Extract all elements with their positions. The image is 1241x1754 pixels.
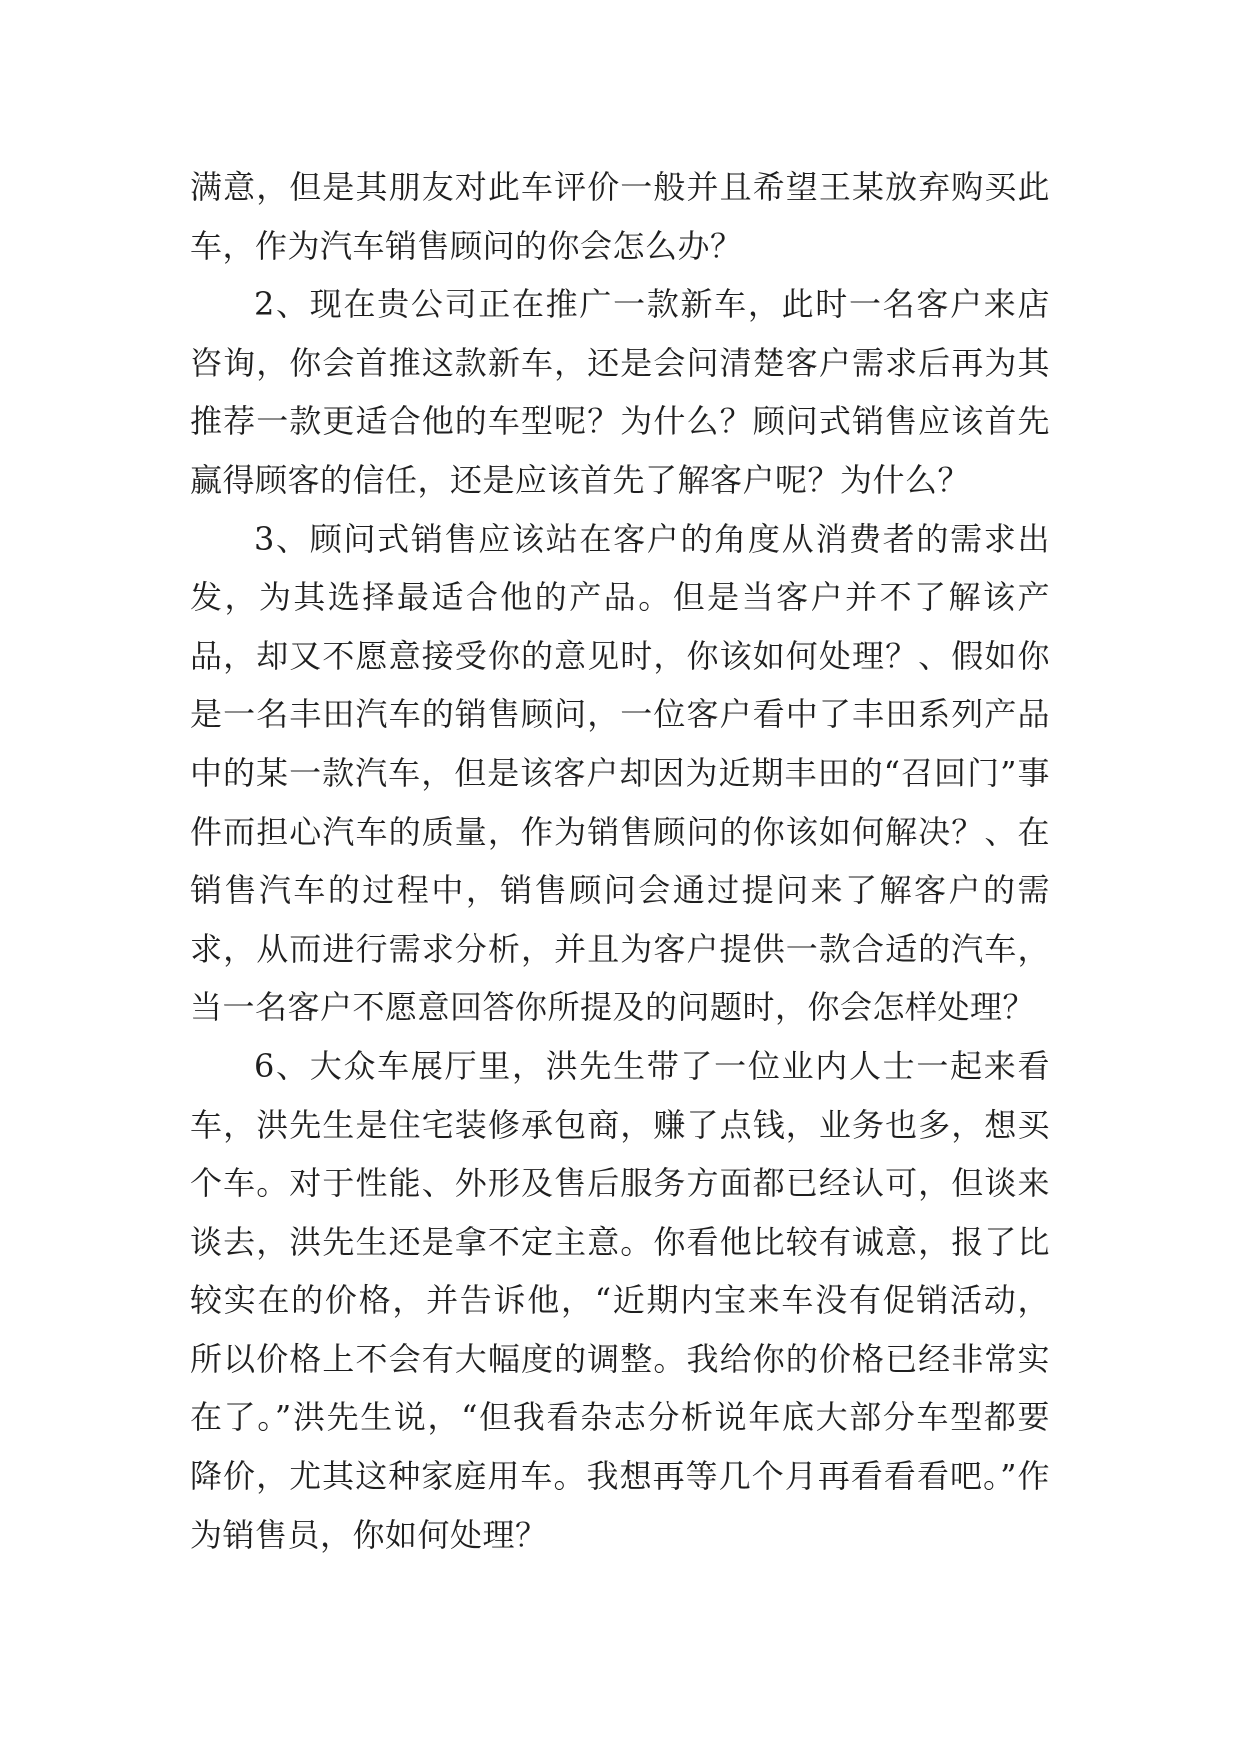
paragraph-question-6: 6、大众车展厅里，洪先生带了一位业内人士一起来看车，洪先生是住宅装修承包商，赚了点钱，业务也多，想买个车。对于性能、外形及售后服务方面都已经认可，但谈来谈去，洪先生还是拿不定主意。你看他比较有诚意，报了比较实在的价格，并告诉他，“近期内宝来车没有促销活动，所以价格上不会有大幅度的调整。我给你的价格已经非常实在了。”洪先生说，“但我看杂志分析说年底大部分车型都要降价，尤其这种家庭用车。我想再等几个月再看看看吧。”作为销售员，你如何处理？ [190, 1046, 1050, 1554]
document-body [190, 158, 1050, 1564]
paragraph-question-3: 3、顾问式销售应该站在客户的角度从消费者的需求出发，为其选择最适合他的产品。但是当客户并不了解该产品，却又不愿意接受你的意见时，你该如何处理？、假如你是一名丰田汽车的销售顾问，一位客户看中了丰田系列产品中的某一款汽车，但是该客户却因为近期丰田的“召回门”事件而担心汽车的质量，作为销售顾问的你该如何解决？、在销售汽车的过程中，销售顾问会通过提问来了解客户的需求，从而进行需求分析，并且为客户提供一款合适的汽车，当一名客户不愿意回答你所提及的问题时，你会怎样处理？ [190, 519, 1050, 1027]
paragraph-question-2: 2、现在贵公司正在推广一款新车，此时一名客户来店咨询，你会首推这款新车，还是会问清楚客户需求后再为其推荐一款更适合他的车型呢？为什么？顾问式销售应该首先赢得顾客的信任，还是应该首先了解客户呢？为什么？ [190, 285, 1050, 499]
paragraph-continuation: 满意，但是其朋友对此车评价一般并且希望王某放弃购买此车，作为汽车销售顾问的你会怎么办？ [190, 168, 1050, 265]
